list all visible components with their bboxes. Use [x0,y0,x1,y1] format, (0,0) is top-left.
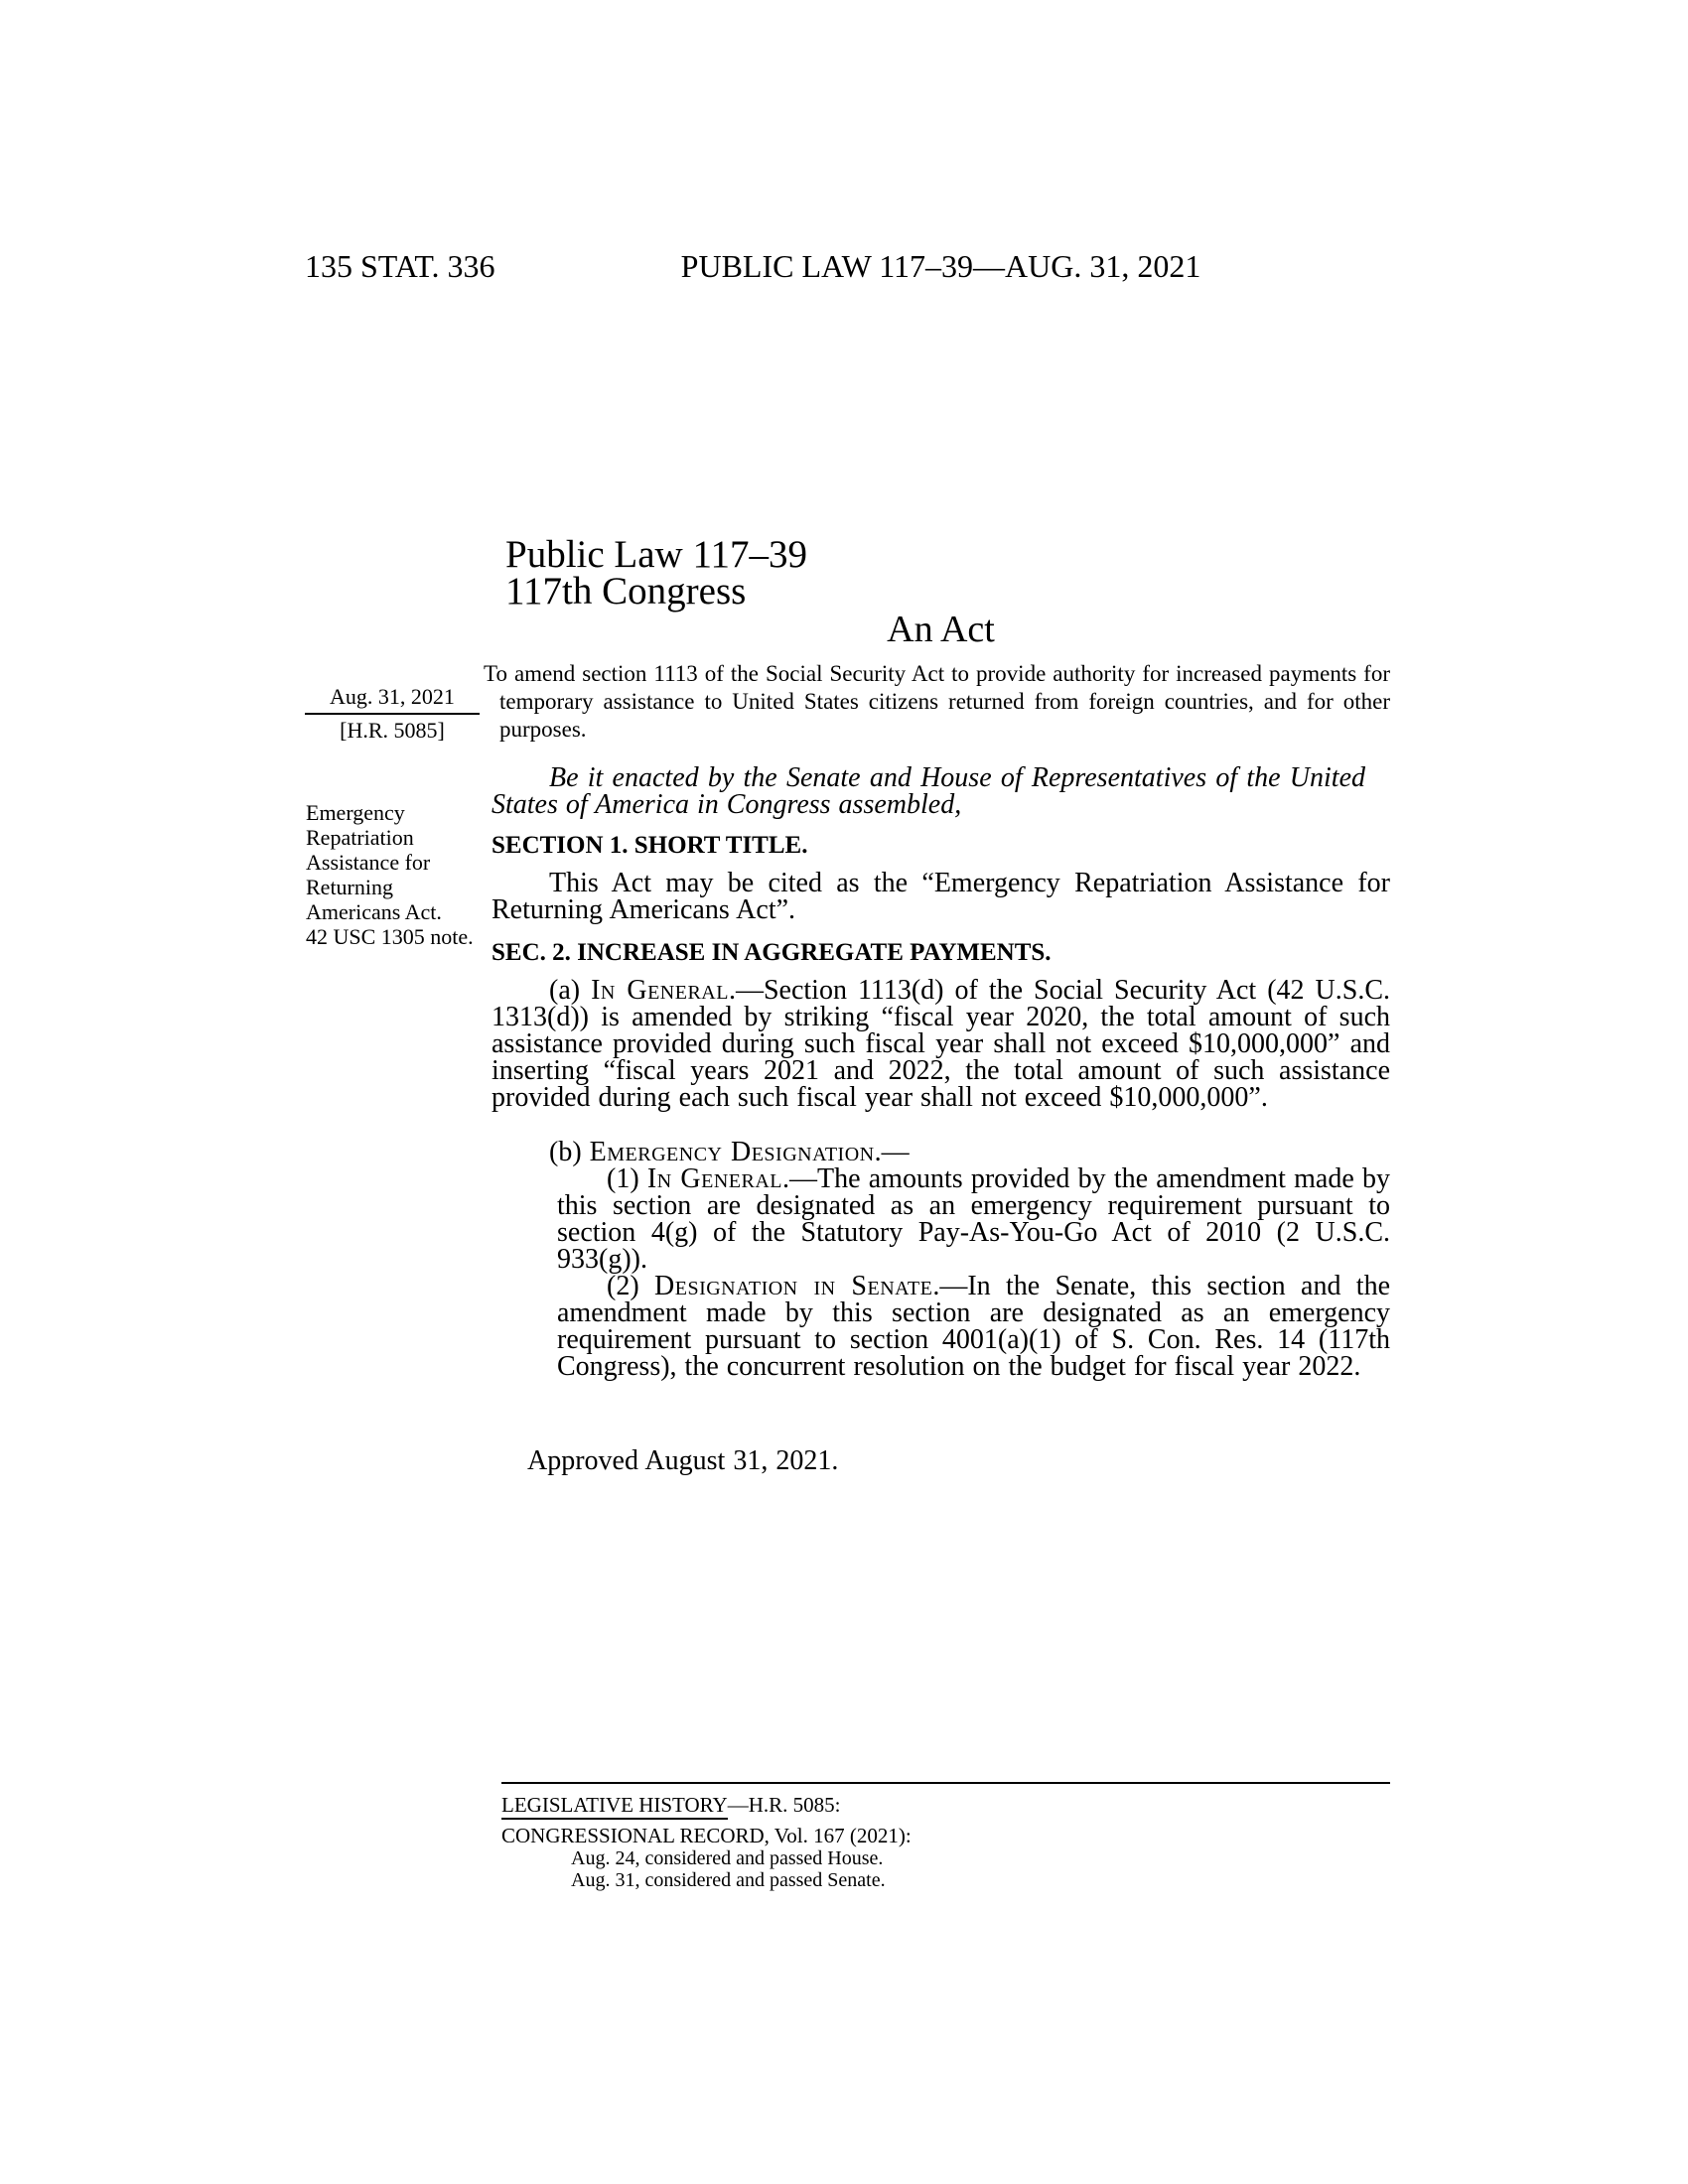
legislative-history-bill: —H.R. 5085: [727,1793,841,1817]
paragraph-label: (2) [607,1271,655,1301]
paragraph-text: .—Section 1113(d) of the Social Security Act (42 U.S.C. 1313(d)) is amended by striking “fiscal year 2020, the total amount of such assistance provided during such fiscal year shall not exceed $10,000,000” and inserting “fiscal years 2021 and 2022, the total amount of such assistance provided during each such fiscal year shall not exceed $10,000,000”. [492,975,1391,1113]
approval-date-note: Aug. 31, 2021 [305,685,480,715]
section-2-heading: SEC. 2. INCREASE IN AGGREGATE PAYMENTS. [492,939,1052,966]
law-number-heading: Public Law 117–39 [505,533,808,576]
margin-note-short-title [306,800,475,949]
running-header-stat-number: 135 STAT. 336 [305,248,495,284]
paragraph-smallcaps-heading: Designation in Senate [654,1271,933,1301]
legislative-history-title: LEGISLATIVE HISTORY [501,1793,728,1820]
legislative-history-block [501,1782,1390,1891]
paragraph-smallcaps-heading: In General [591,975,729,1006]
history-entry-house: Aug. 24, considered and passed House. [571,1847,884,1869]
paragraph-text: .— [874,1137,910,1167]
paragraph-text: .—In the Senate, this section and the amendment made by this section are designated as an emergency requirement pursuant to section 4001(a)(1) of S. Con. Res. 14 (117th Congress), the concurrent resolution on the budget for fiscal year 2022. [557,1271,1391,1382]
section-2b2-paragraph [557,1273,1390,1380]
an-act-heading: An Act [887,609,995,650]
paragraph-label: (b) [549,1137,590,1167]
history-entry-senate: Aug. 31, considered and passed Senate. [571,1869,886,1891]
paragraph-label: (a) [549,975,592,1006]
act-preamble: To amend section 1113 of the Social Security Act to provide authority for increased payments for temporary assistance to United States citizens returned from foreign countries, and for other purposes. [484,661,1390,742]
congress-heading: 117th Congress [505,570,747,613]
section-2b-paragraph [492,1139,1390,1165]
margin-note-approval [305,685,480,743]
section-2b1-paragraph [557,1165,1390,1273]
law-title-block [505,533,808,613]
congressional-record-line: CONGRESSIONAL RECORD, Vol. 167 (2021): [501,1824,912,1847]
bill-number-note: [H.R. 5085] [340,718,445,743]
enacting-clause: Be it enacted by the Senate and House of Representatives of the United States of America in Congress assembled, [492,762,1365,820]
section-2a-paragraph [492,977,1390,1111]
paragraph-smallcaps-heading: In General [646,1163,782,1194]
short-title-note: Emergency Repatriation Assistance for Returning Americans Act. [306,800,442,924]
paragraph-label: (1) [607,1163,647,1194]
legislative-history-heading [501,1793,1390,1817]
section-1-text: This Act may be cited as the “Emergency Repatriation Assistance for Returning Americans Act”. [492,868,1390,925]
paragraph-text: .—The amounts provided by the amendment made by this section are designated as an emergency requirement pursuant to section 4(g) of the Statutory Pay-As-You-Go Act of 2010 (2 U.S.C. 933(g)). [557,1163,1390,1275]
approved-line: Approved August 31, 2021. [527,1445,839,1476]
usc-citation-note: 42 USC 1305 note. [306,924,474,949]
running-header-law-line: PUBLIC LAW 117–39—AUG. 31, 2021 [680,248,1201,284]
section-1-heading: SECTION 1. SHORT TITLE. [492,832,808,859]
paragraph-smallcaps-heading: Emergency Designation [589,1137,875,1167]
